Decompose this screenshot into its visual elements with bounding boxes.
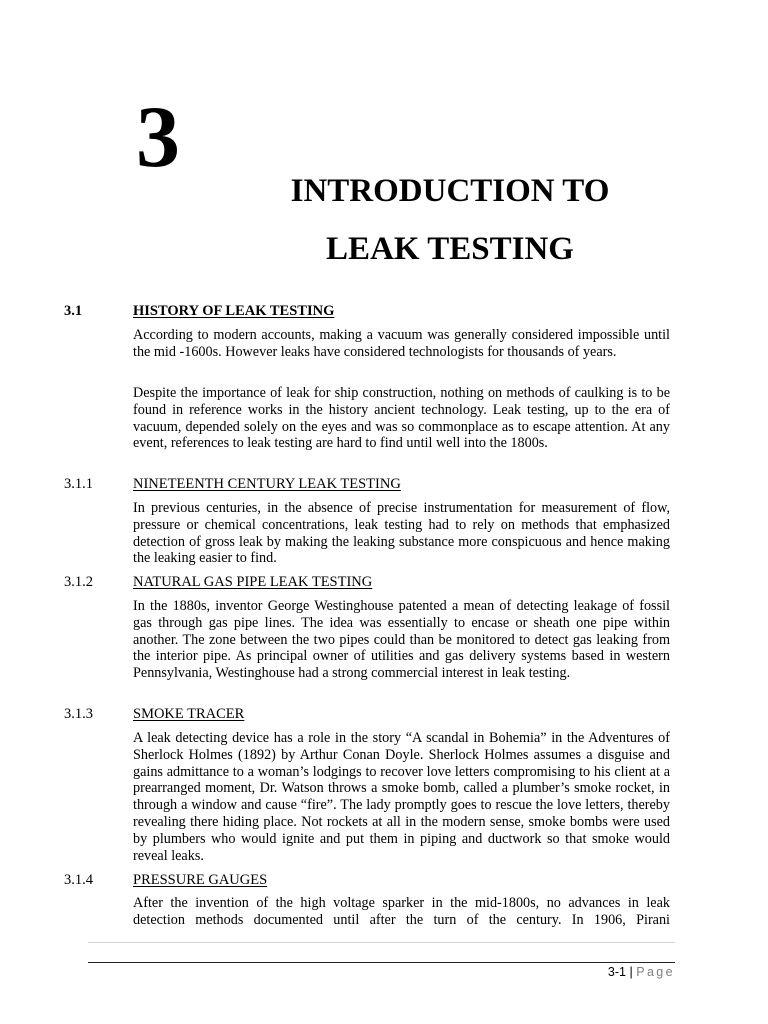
paragraph: Despite the importance of leak for ship construction, nothing on methods of caulking is to be found in reference works in the history ancient technology. Leak testing, up to the era of vacuum, depended solely on the eyes and was so commonplace as to escape attention. At any event, references to leak testing are hard to find until well into the 1800s. <box>133 385 670 452</box>
section-heading: NATURAL GAS PIPE LEAK TESTING <box>133 574 373 590</box>
paragraph: A leak detecting device has a role in the story “A scandal in Bohemia” in the Adventures of Sherlock Holmes (1892) by Arthur Conan Doyle. Sherlock Holmes assumes a disguise and gains admittance to a woman’s lodgings to recover love letters compromising to his client at a prearranged moment, Dr. Watson throws a smoke bomb, called a plumber’s smoke rocket, in through a window and cause “fire”. The lady promptly goes to rescue the love letters, thereby revealing there hiding place. Not rockets at all in the modern sense, smoke bombs were used by plumbers who would ignite and put them in piping and ductwork so that smoke would reveal leaks. <box>133 730 670 864</box>
section-number: 3.1.1 <box>64 476 93 492</box>
section-number: 3.1.2 <box>64 574 93 590</box>
section-heading: PRESSURE GAUGES <box>133 872 268 888</box>
footer-separator: | <box>629 965 633 979</box>
page-word: Page <box>636 965 675 979</box>
paragraph: In previous centuries, in the absence of precise instrumentation for measurement of flow, pressure or chemical concentrations, leak testing had to rely on methods that emphasized detection of gross leak by making the leaking substance more conspicuous and hence making the leaking easier to find. <box>133 500 670 567</box>
chapter-number: 3 <box>136 89 180 186</box>
chapter-title-line-2: LEAK TESTING <box>326 231 574 267</box>
footer-rule <box>88 962 675 963</box>
content-bottom-rule <box>88 942 675 943</box>
paragraph: In the 1880s, inventor George Westinghouse patented a mean of detecting leakage of fossil gas through gas pipe lines. The idea was essentially to encase or sheath one pipe within another. The zone between the two pipes could than be monitored to detect gas leaking from the interior pipe. As principal owner of utilities and gas delivery systems based in western Pennsylvania, Westinghouse had a strong commercial interest in leak testing. <box>133 598 670 682</box>
section-number: 3.1.3 <box>64 706 93 722</box>
section-heading: HISTORY OF LEAK TESTING <box>133 303 335 319</box>
chapter-title-line-1: INTRODUCTION TO <box>290 173 610 209</box>
paragraph: According to modern accounts, making a vacuum was generally considered impossible until the mid -1600s. However leaks have considered technologists for thousands of years. <box>133 327 670 360</box>
section-heading: SMOKE TRACER <box>133 706 245 722</box>
section-heading: NINETEENTH CENTURY LEAK TESTING <box>133 476 401 492</box>
section-number: 3.1.4 <box>64 872 93 888</box>
section-number: 3.1 <box>64 303 83 319</box>
paragraph: After the invention of the high voltage sparker in the mid-1800s, no advances in leak detection methods documented until after the turn of the century. In 1906, Pirani <box>133 895 670 928</box>
page-footer <box>608 964 675 980</box>
page-number: 3-1 <box>607 965 626 979</box>
